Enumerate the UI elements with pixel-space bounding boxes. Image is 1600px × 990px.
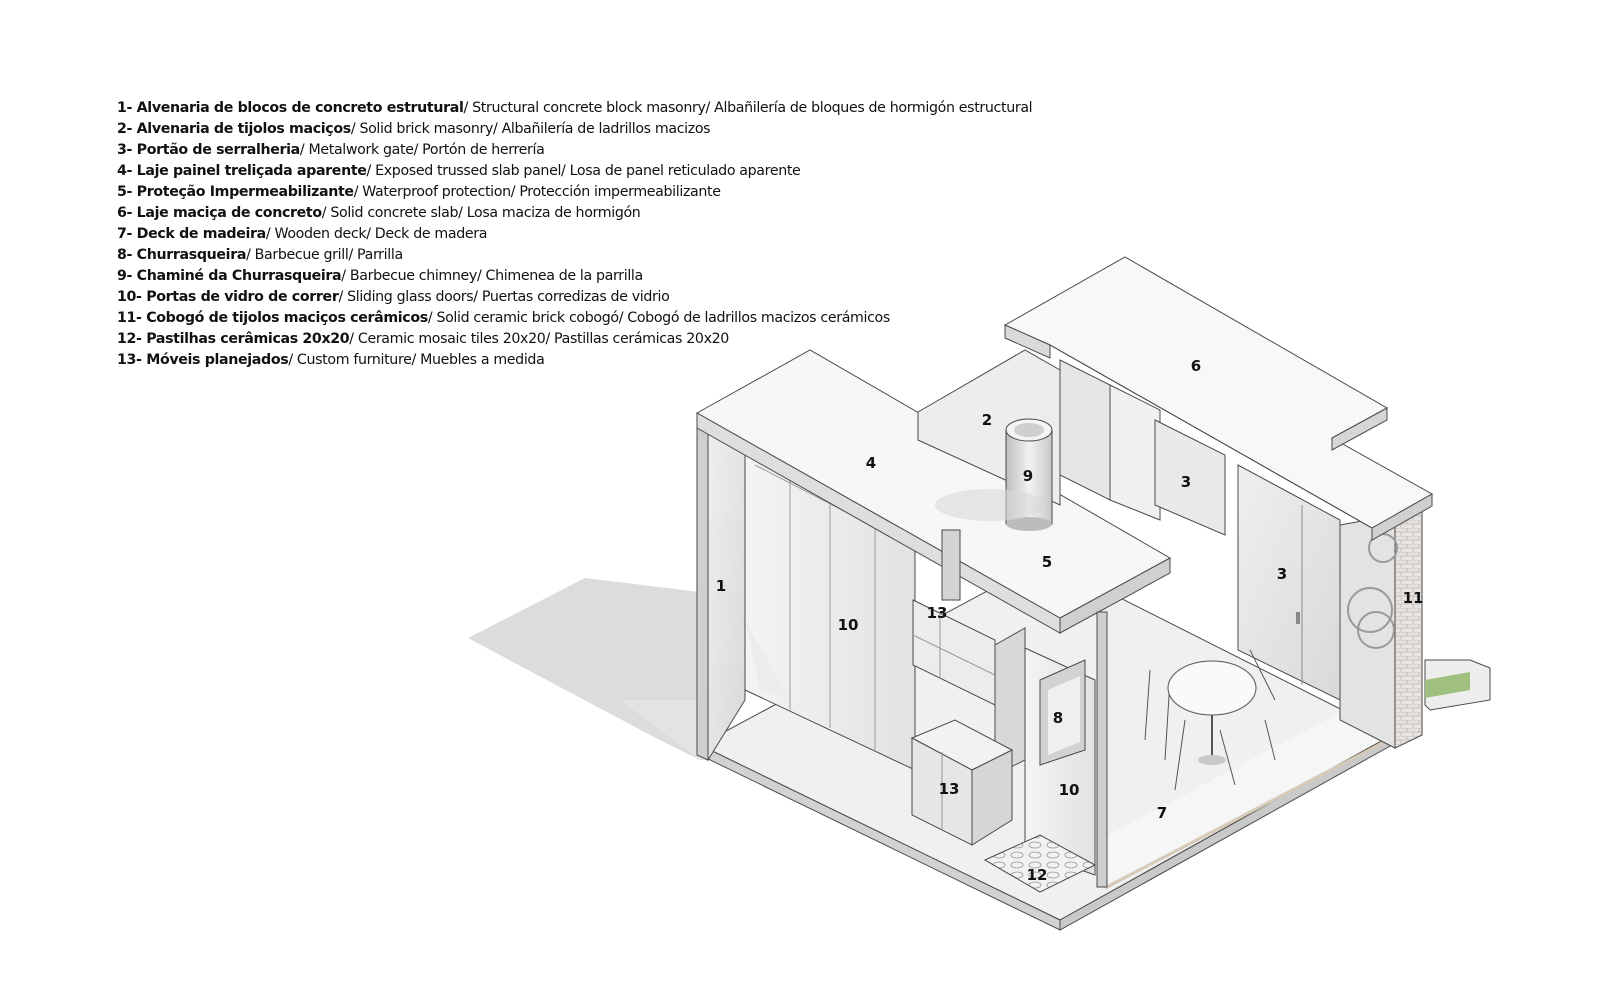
legend-number: 5 [117,184,127,200]
legend-number: 3 [117,142,127,158]
legend-number: 6 [117,205,127,221]
legend-number: 1 [117,100,127,116]
legend-number: 8 [117,247,127,263]
legend-desc: Waterproof protection/ Protección impermeabilizante [362,184,721,200]
legend-number: 10 [117,289,137,305]
legend-item: 5- Proteção Impermeabilizante/ Waterproof protection/ Protección impermeabilizante [117,184,721,200]
legend-item: 13- Móveis planejados/ Custom furniture/ Muebles a medida [117,352,545,368]
legend-number: 2 [117,121,127,137]
callout-3a: 3 [1180,473,1192,491]
legend-number: 4 [117,163,127,179]
legend-desc: Exposed trussed slab panel/ Losa de panel reticulado aparente [375,163,801,179]
legend-item: 12- Pastilhas cerâmicas 20x20/ Ceramic mosaic tiles 20x20/ Pastillas cerámicas 20x20 [117,331,729,347]
callout-8: 8 [1052,709,1064,727]
legend-title: Proteção Impermeabilizante [136,184,354,200]
cobogo-wall [1340,502,1422,748]
legend-item: 6- Laje maciça de concreto/ Solid concrete slab/ Losa maciza de hormigón [117,205,641,221]
legend-desc: Solid brick masonry/ Albañilería de ladrillos macizos [359,121,711,137]
legend-desc: Solid ceramic brick cobogó/ Cobogó de ladrillos macizos cerámicos [436,310,890,326]
callout-1: 1 [715,577,727,595]
legend-title: Deck de madeira [136,226,266,242]
callout-6: 6 [1190,357,1202,375]
callout-13b: 13 [938,780,960,798]
legend-desc: Barbecue grill/ Parrilla [254,247,403,263]
callout-10a: 10 [837,616,859,634]
legend-number: 11 [117,310,137,326]
legend-item: 4- Laje painel treliçada aparente/ Exposed trussed slab panel/ Losa de panel reticulado aparente [117,163,801,179]
legend-number: 13 [117,352,137,368]
legend-desc: Barbecue chimney/ Chimenea de la parrilla [349,268,643,284]
callout-5: 5 [1041,553,1053,571]
legend-desc: Metalwork gate/ Portón de herrería [308,142,545,158]
callout-3b: 3 [1276,565,1288,583]
legend-title: Pastilhas cerâmicas 20x20 [146,331,350,347]
legend-title: Alvenaria de blocos de concreto estrutural [136,100,464,116]
legend-item: 7- Deck de madeira/ Wooden deck/ Deck de madera [117,226,488,242]
callout-12: 12 [1026,866,1048,884]
legend-desc: Custom furniture/ Muebles a medida [296,352,545,368]
legend-item: 2- Alvenaria de tijolos maciços/ Solid brick masonry/ Albañilería de ladrillos macizos [117,121,711,137]
callout-7: 7 [1156,804,1168,822]
legend-title: Churrasqueira [136,247,247,263]
legend-title: Alvenaria de tijolos maciços [136,121,351,137]
legend-title: Móveis planejados [146,352,289,368]
legend-title: Laje painel treliçada aparente [136,163,367,179]
legend-item: 8- Churrasqueira/ Barbecue grill/ Parrilla [117,247,403,263]
entry-step [1425,660,1490,710]
legend-desc: Solid concrete slab/ Losa maciza de hormigón [330,205,641,221]
legend-desc: Wooden deck/ Deck de madera [274,226,488,242]
legend-title: Laje maciça de concreto [136,205,322,221]
legend-number: 12 [117,331,137,347]
legend-item: 10- Portas de vidro de correr/ Sliding glass doors/ Puertas corredizas de vidrio [117,289,670,305]
callout-9: 9 [1022,467,1034,485]
callout-13a: 13 [926,604,948,622]
legend-title: Chaminé da Churrasqueira [136,268,342,284]
callout-11: 11 [1402,589,1424,607]
legend-title: Cobogó de tijolos maciços cerâmicos [146,310,428,326]
legend-title: Portão de serralheria [136,142,300,158]
legend-item: 3- Portão de serralheria/ Metalwork gate/ Portón de herrería [117,142,545,158]
legend-desc: Structural concrete block masonry/ Albañilería de bloques de hormigón estructural [472,100,1033,116]
callout-2: 2 [981,411,993,429]
legend-item: 11- Cobogó de tijolos maciços cerâmicos/ Solid ceramic brick cobogó/ Cobogó de ladrillos macizos cerámicos [117,310,890,326]
legend-item: 9- Chaminé da Churrasqueira/ Barbecue chimney/ Chimenea de la parrilla [117,268,643,284]
legend-title: Portas de vidro de correr [146,289,339,305]
legend-number: 7 [117,226,127,242]
legend-number: 9 [117,268,127,284]
legend-item: 1- Alvenaria de blocos de concreto estrutural/ Structural concrete block masonry/ Albañilería de bloques de hormigón estructural [117,100,1033,116]
legend-desc: Ceramic mosaic tiles 20x20/ Pastillas cerámicas 20x20 [357,331,729,347]
callout-10b: 10 [1058,781,1080,799]
callout-4: 4 [865,454,877,472]
legend-desc: Sliding glass doors/ Puertas corredizas de vidrio [347,289,670,305]
